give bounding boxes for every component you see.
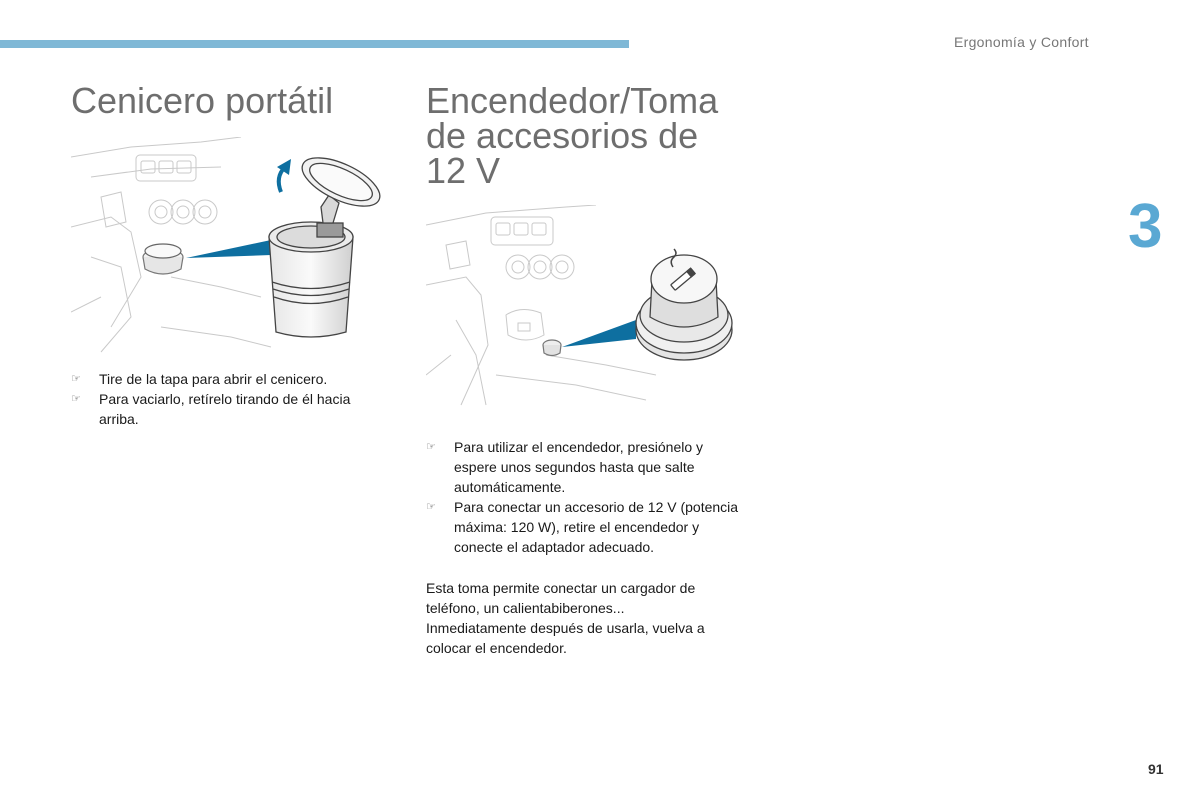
ashtray-instructions [71, 369, 386, 429]
title-portable-ashtray: Cenicero portátil [71, 80, 334, 121]
socket-usage-paragraph: Esta toma permite conectar un cargador de teléfono, un calientabiberones... [426, 580, 696, 616]
list-item [71, 389, 386, 429]
page-number: 91 [1148, 761, 1164, 777]
pointing-hand-icon: ☞ [71, 393, 81, 405]
lighter-illustration [426, 205, 746, 425]
lighter-instructions [426, 437, 741, 557]
list-item [71, 369, 386, 389]
list-item [426, 437, 741, 497]
ashtray-illustration [71, 137, 389, 357]
list-item [426, 497, 741, 557]
list-item-text: Tire de la tapa para abrir el cenicero. [99, 371, 328, 387]
title-lighter-socket: Encendedor/Toma de accesorios de 12 V [426, 80, 719, 191]
pointing-hand-icon: ☞ [426, 441, 436, 453]
header-accent-bar [0, 40, 629, 48]
list-item-text: Para utilizar el encendedor, presiónelo y espere unos segundos hasta que salte automáticamente. [454, 439, 704, 495]
section-label: Ergonomía y Confort [954, 34, 1089, 50]
chapter-number: 3 [1128, 192, 1163, 261]
pointing-hand-icon: ☞ [426, 501, 436, 513]
pointing-hand-icon: ☞ [71, 373, 81, 385]
list-item-text: Para conectar un accesorio de 12 V (potencia máxima: 120 W), retire el encendedor y conecte el adaptador adecuado. [454, 499, 739, 555]
list-item-text: Para vaciarlo, retírelo tirando de él hacia arriba. [99, 391, 351, 427]
replace-lighter-paragraph: Inmediatamente después de usarla, vuelva a colocar el encendedor. [426, 620, 705, 656]
